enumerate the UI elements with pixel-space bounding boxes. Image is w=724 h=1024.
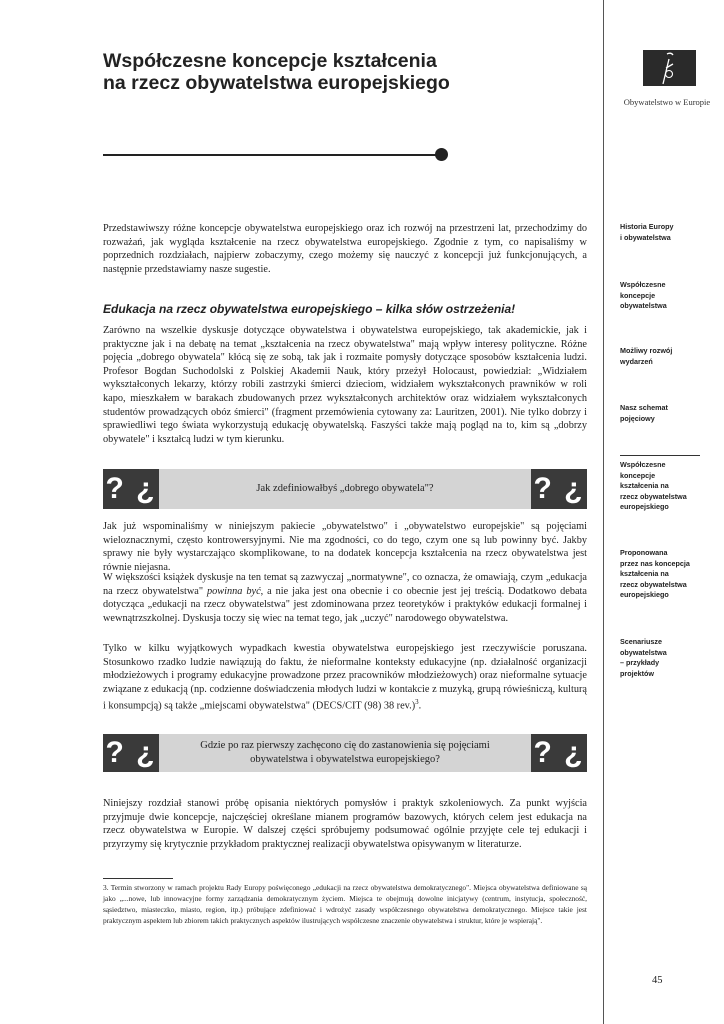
intro-paragraph: Przedstawiwszy różne koncepcje obywatelstwa europejskiego oraz ich rozwój na przestrzeni lat, przechodzimy do rozważań, jak wygląda kształcenie na rzecz obywatelstwa europejskiego. Zgodnie z tym, co napisaliśmy w poprzednich rozdziałach, najpierw zobaczymy, czego możemy się nauczyć z koncepcji już funkcjonujących, a następnie przedstawiamy nasze sugestie. xyxy=(103,223,587,275)
question-icon: ? ¿ xyxy=(531,734,587,772)
question-text: Jak zdefiniowałbyś „dobrego obywatela"? xyxy=(256,483,434,494)
question-box-1 xyxy=(103,469,587,509)
sidebar-item-current-chapter[interactable]: Współczesne koncepcje kształcenia na rzecz obywatelstwa europejskiego xyxy=(620,455,700,513)
margin-rule xyxy=(603,0,604,1024)
sidebar-item-proposed-concept[interactable]: Proponowana przez nas koncepcja kształcenia na rzecz obywatelstwa europejskiego xyxy=(620,548,690,599)
page-title xyxy=(103,50,523,94)
education-paragraph: Zarówno na wszelkie dyskusje dotyczące obywatelstwa i obywatelstwa europejskiego, tak akademickie, jak i praktyczne jak i na debatę na temat „kształcenia na rzecz obywatelstwa" mają wpływ interesy polityczne. Różne pojęcia „dobrego obywatela" kłócą się ze sobą, tak jak i rozmaite pomysły dotyczące sposobów kształcenia ludzi. Profesor Bogdan Suchodolski z Polskiej Akademii Nauk, który przeżył Holocaust, powiedział: „Widziałem wykształconych lekarzy, którzy robili zastrzyki śmierci dzieciom, widziałem wykształconych prawników w roli kapo, mieszkałem w barakach zbudowanych przez wykształconych architektów oraz widziałem wykształconych studentów prowadzących obóz śmierci" (fragment przemówienia cytowany za: Lauritzen, 2001). Nie tylko dobrzy i sprawiedliwi tego świata wykorzystują edukację obywatelską. Faszyści także mają pogląd na to, kim są „dobrzy obywatele" i kształcą ludzi w tym kierunku. xyxy=(103,325,587,445)
section-heading: Edukacja na rzecz obywatelstwa europejskiego – kilka słów ostrzeżenia! xyxy=(103,302,516,316)
emphasis: powinna być xyxy=(206,585,261,597)
title-line-2: na rzecz obywatelstwa europejskiego xyxy=(103,72,450,94)
sidebar-item-possible-developments[interactable]: Możliwy rozwój wydarzeń xyxy=(620,346,673,366)
series-logo-icon xyxy=(643,50,696,86)
page-number: 45 xyxy=(652,975,663,986)
sidebar-item-history[interactable]: Historia Europy i obywatelstwa xyxy=(620,222,674,242)
sidebar-item-contemporary-concepts[interactable]: Współczesne koncepcje obywatelstwa xyxy=(620,280,667,310)
sidebar-item-conceptual-scheme[interactable]: Nasz schemat pojęciowy xyxy=(620,403,668,423)
chapter-paragraph: Niniejszy rozdział stanowi próbę opisania niektórych pomysłów i praktyk szkoleniowych. Za punkt wyjścia przyjmuje dwie koncepcje, najczęściej określane mianem programów bazowych, których celem jest edukacja na rzecz obywatelstwa w Europie. W dalszej części spróbujemy podsumować ogólnie przyjęte cele tej edukacji i przyrzymy się krytycznie przykładom praktycznej realizacji obywatelstwa opisywanym w literaturze. xyxy=(103,798,587,850)
cases-paragraph: Tylko w kilku wyjątkowych wypadkach kwestia obywatelstwa europejskiego jest rzeczywiście poruszana. Stosunkowo rzadko ludzie nawiązują do faktu, że nieformalne konteksty edukacyjne (np. działalność organizacji młodzieżowych i programy edukacyjne prowadzone przez pracowników młodzieżowych) oraz nieformalne sytuacje związane z edukacją (np. codzienne doświadczenia młodych ludzi w kontakcie z muzyką, grupą rówieśniczą, kulturą i konsumpcją) są także „miejscami obywatelstwa" (DECS/CIT (98) 38 rev.)$^3$. xyxy=(103,643,587,712)
question-icon: ? ¿ xyxy=(103,469,159,509)
question-box-2 xyxy=(103,734,587,772)
question-icon: ? ¿ xyxy=(103,734,159,772)
sidebar-item-scenarios[interactable]: Scenariusze obywatelstwa – przykłady projektów xyxy=(620,637,667,678)
title-line-1: Współczesne koncepcje kształcenia xyxy=(103,50,437,72)
logo-caption: Obywatelstwo w Europie xyxy=(623,97,711,107)
title-bullet-icon xyxy=(435,148,448,161)
footnote-rule xyxy=(103,878,173,879)
question-icon: ? ¿ xyxy=(531,469,587,509)
footnote: 3. Termin stworzony w ramach projektu Rady Europy poświęconego „edukacji na rzecz obywatelstwa demokratycznego". Miejsca obywatelstwa definiowane są jako „...nowe, lub innowacyjne formy zarządzania demokratycznym życiem. Miejsca te obejmują dowolne inicjatywy (centrum, instytucja, społeczność, sąsiedztwo, miasteczko, miasto, region, itp.) próbujące zdefiniować i wdrożyć zasady współczesnego obywatelstwa demokratycznego. Miejsce takie jest praktycznym aspektem lub zbiorem takich praktycznych aspektów ilustrujących współczesne znaczenie obywatelstwa i struktur, które je wspierają". xyxy=(103,883,587,926)
footnote-ref: 3 xyxy=(415,698,419,707)
concepts-paragraph: Jak już wspominaliśmy w niniejszym pakiecie „obywatelstwo" i „obywatelstwo europejskie" są pojęciami wieloznacznymi, często kontrowersyjnymi. Nie ma zgodności, co do tego, czym one są lub powinny być. Jakby sprawy nie były wystarczająco skomplikowane, to na dodatek koncepcja kształcenia na rzecz obywatelstwa jest równie niejasna. xyxy=(103,521,587,573)
title-underline xyxy=(103,154,437,156)
question-text: Gdzie po raz pierwszy zachęcono cię do zastanowienia się pojęciami obywatelstwa i obywatelstwa europejskiego? xyxy=(200,740,490,765)
books-paragraph: W większości książek dyskusje na ten temat są zazwyczaj „normatywne", co oznacza, że omawiają, czym „edukacja na rzecz obywatelstwa" powinna być, a nie jaka jest ona obecnie i co obecnie jest jej treścią. Dodatkowo debata dotycząca „edukacji na rzecz obywatelstwa" jest zdominowana przez teoretyków i praktyków edukacji formalnej i wewnątrzszkolnej. Dyskusja toczy się wiec na temat tego, jak „uczyć" narodowego obywatelstwa. xyxy=(103,572,587,624)
